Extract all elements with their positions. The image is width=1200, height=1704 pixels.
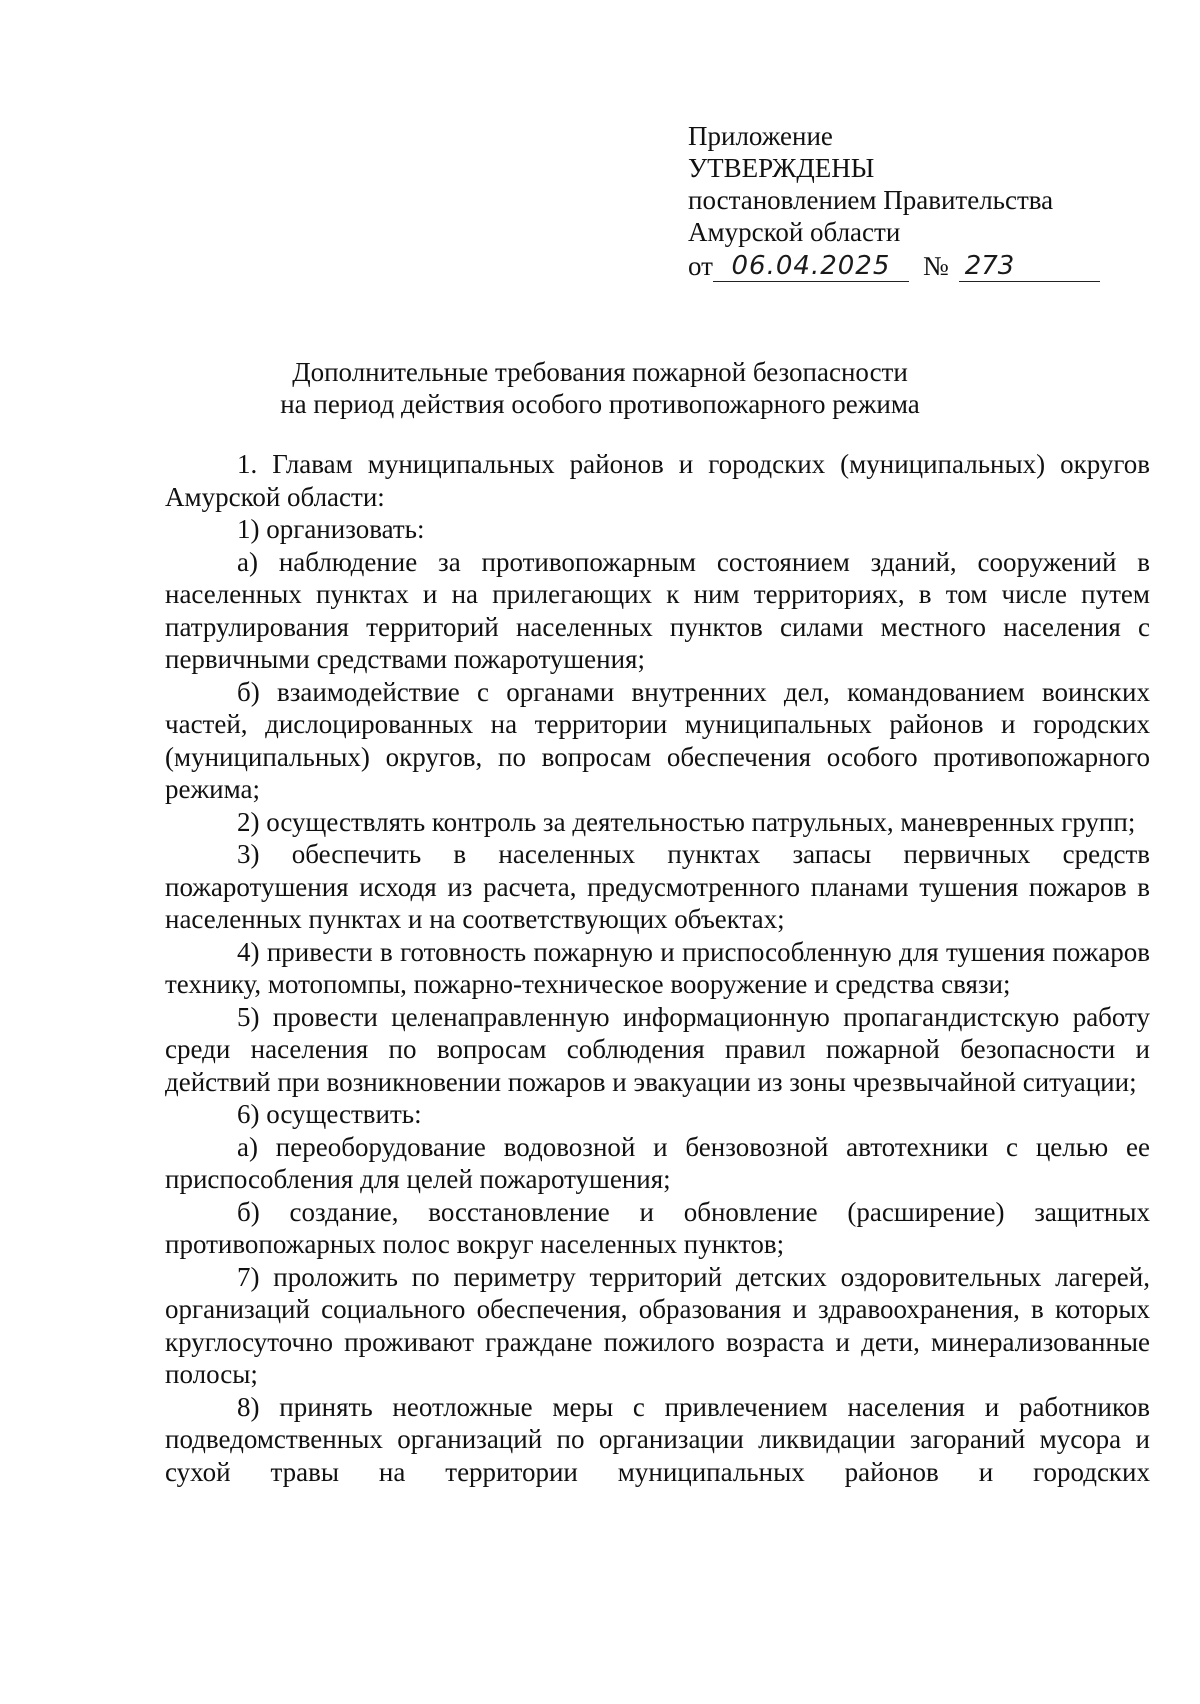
approval-handwritten-date: 06.04.2025 xyxy=(713,251,909,282)
paragraph: 2) осуществлять контроль за деятельностью патрульных, маневренных групп; xyxy=(237,806,1136,837)
paragraph: 6) осуществить: xyxy=(237,1099,422,1129)
approval-from-label: от xyxy=(688,251,713,281)
paragraph: а) переоборудование водовозной и бензовозной автотехники с целью ее приспособления для целей пожаротушения; xyxy=(165,1131,1150,1194)
approval-date-number-line xyxy=(688,250,1100,282)
paragraph: 3) обеспечить в населенных пунктах запасы первичных средств пожаротушения исходя из расчета, предусмотренного планами тушения пожаров в населенных пунктах и на соответствующих объектах; xyxy=(165,839,1150,934)
document-body xyxy=(165,448,1150,1488)
approval-approved-label: УТВЕРЖДЕНЫ xyxy=(688,153,875,183)
approval-block xyxy=(688,120,1100,282)
document-title xyxy=(150,356,1050,420)
paragraph: 8) принять неотложные меры с привлечением населения и работников подведомственных организаций по организации ликвидации загораний мусора и сухой травы на территории муниципальных районов и городских xyxy=(165,1391,1150,1487)
paragraph: а) наблюдение за противопожарным состоянием зданий, сооружений в населенных пунктах и на прилегающих к ним территориях, в том числе путем патрулирования территорий населенных пунктов силами местного населения с первичными средствами пожаротушения; xyxy=(165,546,1150,674)
paragraph: 4) привести в готовность пожарную и приспособленную для тушения пожаров технику, мотопомпы, пожарно-техническое вооружение и средства связи; xyxy=(165,936,1150,999)
document-title-line-1: Дополнительные требования пожарной безопасности xyxy=(292,357,908,387)
document-title-line-2: на период действия особого противопожарного режима xyxy=(280,389,920,419)
paragraph: 5) провести целенаправленную информационную пропагандистскую работу среди населения по вопросам соблюдения правил пожарной безопасности и действий при возникновении пожаров и эвакуации из зоны чрезвычайной ситуации; xyxy=(165,1001,1150,1097)
paragraph: 1. Главам муниципальных районов и городских (муниципальных) округов Амурской области: xyxy=(165,449,1150,512)
approval-resolution-label: постановлением Правительства xyxy=(688,185,1054,215)
paragraph: б) создание, восстановление и обновление (расширение) защитных противопожарных полос вокруг населенных пунктов; xyxy=(165,1196,1150,1259)
paragraph: б) взаимодействие с органами внутренних дел, командованием воинских частей, дислоцированных на территории муниципальных районов и городских (муниципальных) округов, по вопросам обеспечения особого противопожарного режима; xyxy=(165,676,1150,804)
approval-handwritten-number: 273 xyxy=(959,251,1100,282)
approval-number-label: № xyxy=(922,251,949,281)
paragraph: 1) организовать: xyxy=(237,514,425,544)
approval-region-label: Амурской области xyxy=(688,217,901,247)
paragraph: 7) проложить по периметру территорий детских оздоровительных лагерей, организаций социального обеспечения, образования и здравоохранения, в которых круглосуточно проживают граждане пожилого возраста и дети, минерализованные полосы; xyxy=(165,1261,1150,1389)
approval-appendix-label: Приложение xyxy=(688,121,833,151)
